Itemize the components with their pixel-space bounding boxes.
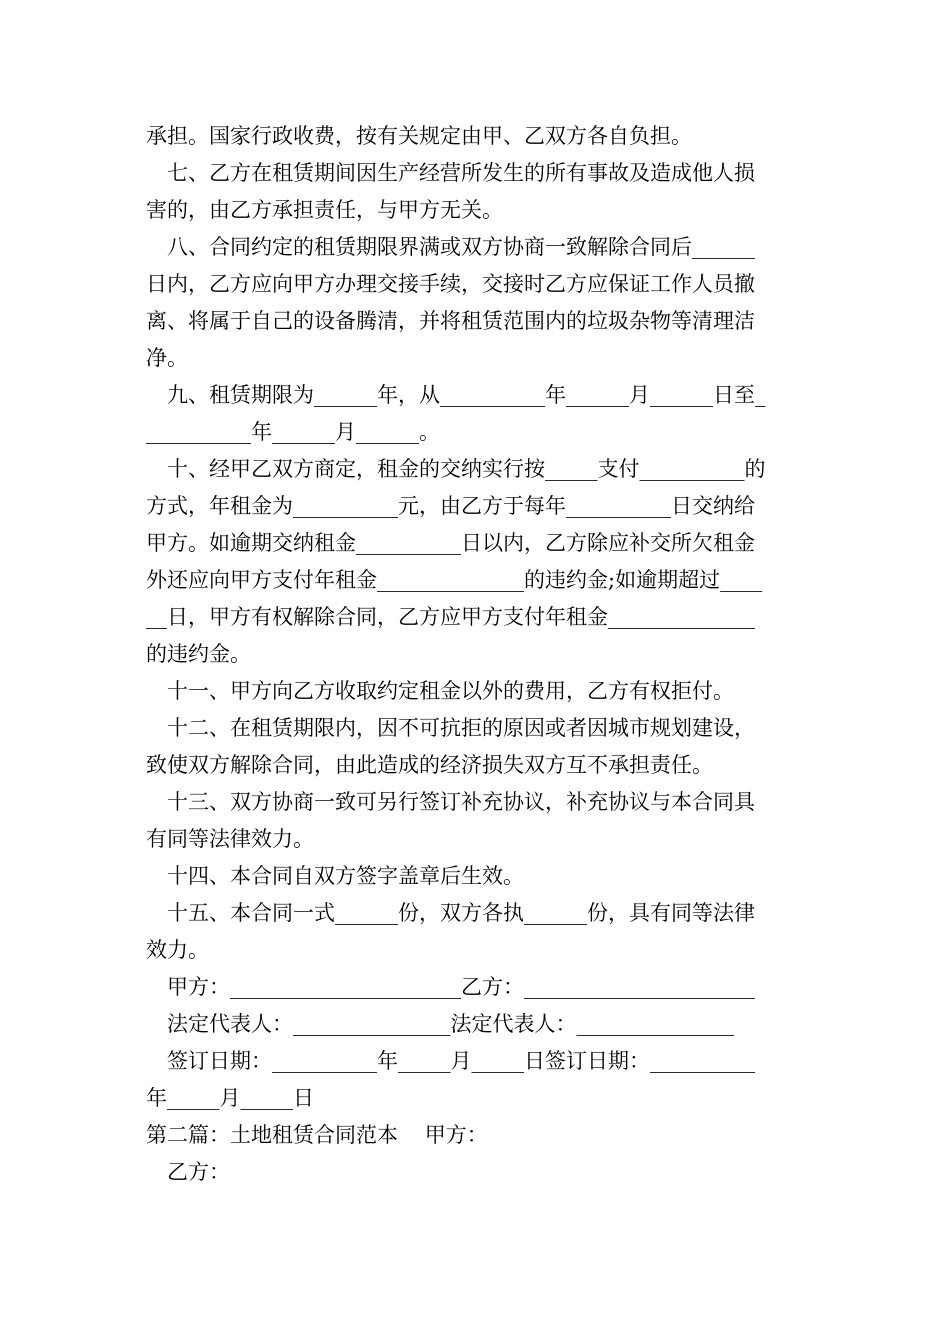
text-line: 十、经甲乙双方商定，租金的交纳实行按_____支付__________的 xyxy=(167,457,766,481)
signature-line-date: 签订日期：__________年_____月_____日签订日期：__________ xyxy=(167,1049,755,1073)
text-line: 方式，年租金为__________元，由乙方于每年__________日交纳给 xyxy=(146,494,755,518)
text-line: 八、合同约定的租赁期限界满或双方协商一致解除合同后______ xyxy=(167,235,755,259)
section-heading: 第二篇：土地租赁合同范本 甲方： xyxy=(146,1123,488,1147)
text-line: 害的，由乙方承担责任，与甲方无关。 xyxy=(146,198,503,222)
text-line: 离、将属于自己的设备腾清，并将租赁范围内的垃圾杂物等清理洁 xyxy=(146,309,755,333)
text-line: __________年______月______。 xyxy=(146,420,440,444)
text-line: 效力。 xyxy=(146,938,209,962)
text-line: 九、租赁期限为______年，从__________年______月______日至_ xyxy=(167,383,766,407)
text-line: 十三、双方协商一致可另行签订补充协议，补充协议与本合同具 xyxy=(167,790,755,814)
text-line: __日，甲方有权解除合同，乙方应甲方支付年租金______________ xyxy=(146,605,755,629)
text-line: 净。 xyxy=(146,346,188,370)
text-line: 外还应向甲方支付年租金______________的违约金;如逾期超过____ xyxy=(146,568,763,592)
text-line: 日内，乙方应向甲方办理交接手续，交接时乙方应保证工作人员撤 xyxy=(146,272,755,296)
text-line: 七、乙方在租赁期间因生产经营所发生的所有事故及造成他人损 xyxy=(167,161,755,185)
text-line: 承担。国家行政收费，按有关规定由甲、乙双方各自负担。 xyxy=(146,124,692,148)
signature-line-legal-rep: 法定代表人：_______________法定代表人：_______________ xyxy=(167,1012,734,1036)
text-line: 有同等法律效力。 xyxy=(146,827,314,851)
text-line: 年_____月_____日 xyxy=(146,1086,314,1110)
text-line: 甲方。如逾期交纳租金__________日以内，乙方除应补交所欠租金 xyxy=(146,531,755,555)
text-line: 乙方： xyxy=(167,1160,230,1184)
signature-line-party-a-b: 甲方：______________________乙方：______________________ xyxy=(167,975,755,999)
document-page xyxy=(146,118,808,1191)
text-line: 十五、本合同一式______份，双方各执______份，具有同等法律 xyxy=(167,901,755,925)
text-line: 十一、甲方向乙方收取约定租金以外的费用，乙方有权拒付。 xyxy=(167,679,734,703)
text-line: 的违约金。 xyxy=(146,642,251,666)
text-line: 致使双方解除合同，由此造成的经济损失双方互不承担责任。 xyxy=(146,753,713,777)
text-line: 十二、在租赁期限内，因不可抗拒的原因或者因城市规划建设， xyxy=(167,716,755,740)
text-line: 十四、本合同自双方签字盖章后生效。 xyxy=(167,864,524,888)
